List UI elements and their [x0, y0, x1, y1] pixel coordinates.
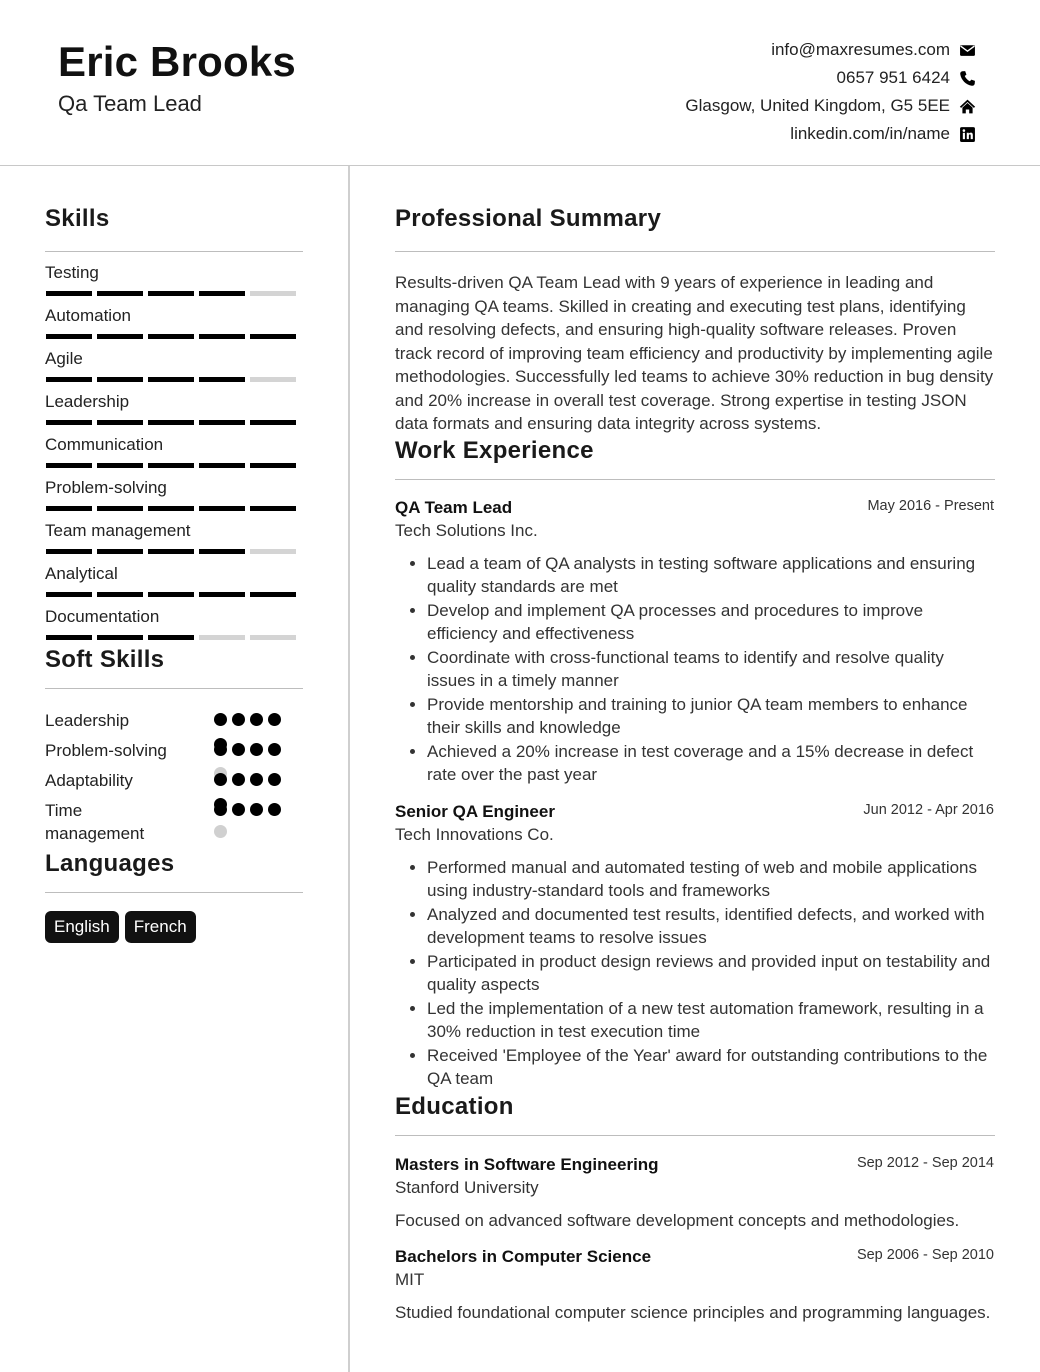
contact-phone[interactable] [685, 64, 976, 92]
languages-list [45, 911, 303, 943]
contact-list [685, 36, 976, 148]
languages-title: Languages [45, 850, 175, 877]
soft-skill-name: Leadership [45, 711, 130, 730]
education-description: Focused on advanced software development concepts and methodologies. [395, 1210, 960, 1230]
rating-dot [232, 713, 245, 726]
contact-address-text: Glasgow, United Kingdom, G5 5EE [685, 96, 950, 115]
experience-rule [395, 479, 995, 480]
job-bullet: • Lead a team of QA analysts in testing software applications and ensuring quality standards are met [427, 552, 995, 599]
soft-skill-item [45, 736, 303, 766]
education-rule [395, 1135, 995, 1136]
skill-name: Team management [45, 521, 191, 540]
contact-linkedin-text: linkedin.com/in/name [790, 124, 950, 143]
education-dates: Sep 2006 - Sep 2010 [856, 1247, 994, 1263]
soft-skill-name: Problem-solving [45, 741, 167, 760]
skill-item [45, 467, 303, 510]
experience-title: Work Experience [395, 436, 594, 464]
rating-dot [250, 773, 263, 786]
skill-level-meter [46, 635, 296, 640]
job-bullet: • Coordinate with cross-functional teams to identify and resolve quality issues in a timely manner [427, 646, 995, 693]
rating-dot-empty [214, 825, 227, 838]
education-dates: Sep 2012 - Sep 2014 [856, 1154, 994, 1171]
job-bullet: • Led the implementation of a new test automation framework, resulting in a 30% reduction in test execution time [427, 997, 995, 1044]
rating-dot [268, 713, 281, 726]
soft-skills-rule [45, 688, 303, 689]
job-title: QA Team Lead [395, 497, 513, 517]
education-description: Studied foundational computer science principles and programming languages. [395, 1303, 991, 1322]
soft-skill-item [45, 766, 303, 796]
soft-skill-name: Time management [45, 801, 145, 843]
job-bullet: • Performed manual and automated testing of web and mobile applications using industry-standard tools and frameworks [427, 856, 995, 903]
education-degree: Bachelors in Computer Science [395, 1247, 652, 1266]
soft-skill-rating [214, 773, 286, 787]
skill-bar-filled [46, 635, 92, 640]
education-entry [395, 1155, 995, 1233]
resume-header [0, 0, 1040, 166]
skill-name: Leadership [45, 392, 130, 411]
job-bullet: • Provide mentorship and training to junior QA team members to enhance their skills and knowledge [427, 693, 995, 740]
education-degree: Masters in Software Engineering [395, 1154, 659, 1174]
skill-item [45, 295, 303, 338]
skill-name: Agile [45, 349, 83, 368]
job-dates: May 2016 - Present [867, 497, 994, 514]
skill-item [45, 553, 303, 596]
summary-title: Professional Summary [395, 205, 662, 232]
soft-skill-item [45, 796, 303, 852]
soft-skills-title: Soft Skills [45, 646, 165, 673]
rating-dot [268, 743, 281, 756]
skills-title: Skills [45, 205, 110, 232]
languages-rule [45, 892, 303, 893]
rating-dot [268, 773, 281, 786]
rating-dot [214, 713, 227, 726]
job-bullet: • Received 'Employee of the Year' award for outstanding contributions to the QA team [427, 1044, 995, 1091]
skill-name: Analytical [45, 564, 118, 583]
job-bullet: • Participated in product design reviews and provided input on testability and quality aspects [427, 950, 995, 997]
soft-skill-rating [214, 803, 286, 843]
skill-bar-filled [148, 635, 194, 640]
skills-list [45, 252, 303, 639]
soft-skill-item [45, 706, 303, 736]
skill-item [45, 424, 303, 467]
job-bullets [395, 552, 995, 787]
skill-name: Testing [45, 263, 99, 282]
contact-phone-text: 0657 951 6424 [836, 68, 950, 87]
education-entry [395, 1247, 995, 1325]
skill-bar-empty [199, 635, 245, 640]
skill-bar-filled [97, 635, 143, 640]
job-bullets [395, 856, 995, 1091]
education-school: Stanford University [395, 1177, 539, 1197]
rating-dot [214, 803, 227, 816]
rating-dot [232, 803, 245, 816]
rating-dot [214, 773, 227, 786]
soft-skill-rating [214, 713, 286, 727]
skill-item [45, 510, 303, 553]
job-bullet: • Achieved a 20% increase in test coverage and a 15% decrease in defect rate over the past year [427, 740, 995, 787]
envelope-icon [958, 41, 976, 59]
summary-text: Results-driven QA Team Lead with 9 years of experience in leading and managing QA teams. Skilled in creating and executing test plans, identifying and resolving defects, and ensuring high-quality software releases. Proven track record of improving team efficiency and productivity by implementing agile methodologies. Successfully led teams to achieve 30% reduction in bug density and 20% increase in overall test coverage. Strong expertise in testing JSON data formats and ensuring data integrity across systems. [395, 273, 994, 433]
contact-linkedin[interactable] [685, 120, 976, 148]
job-company: Tech Solutions Inc. [395, 520, 538, 540]
column-divider [348, 166, 350, 1372]
skill-name: Documentation [45, 607, 160, 626]
job-dates: Jun 2012 - Apr 2016 [863, 801, 994, 818]
rating-dot [268, 803, 281, 816]
job-entry [395, 498, 995, 787]
job-entry [395, 802, 995, 1091]
skill-item [45, 381, 303, 424]
phone-icon [958, 69, 976, 87]
contact-email[interactable] [685, 36, 976, 64]
job-title: Senior QA Engineer [395, 801, 555, 821]
skill-name: Communication [45, 435, 164, 454]
skill-item [45, 252, 303, 295]
skill-name: Automation [45, 306, 131, 325]
rating-dot [214, 743, 227, 756]
candidate-role: Qa Team Lead [58, 91, 202, 116]
language-chip: English [45, 911, 119, 943]
education-school: MIT [395, 1270, 425, 1289]
contact-address [685, 92, 976, 120]
skill-item [45, 338, 303, 381]
language-chip: French [125, 911, 196, 943]
skill-name: Problem-solving [45, 478, 167, 497]
rating-dot [232, 773, 245, 786]
home-icon [958, 97, 976, 115]
main-column [395, 205, 995, 1325]
summary-rule [395, 251, 995, 252]
job-bullet: • Analyzed and documented test results, identified defects, and worked with development teams to resolve issues [427, 903, 995, 950]
soft-skill-name: Adaptability [45, 771, 133, 790]
job-bullet: • Develop and implement QA processes and procedures to improve efficiency and effectiveness [427, 599, 995, 646]
skill-bar-empty [250, 635, 296, 640]
candidate-name: Eric Brooks [58, 38, 296, 85]
education-title: Education [395, 1092, 514, 1120]
rating-dot [250, 743, 263, 756]
rating-dot [232, 743, 245, 756]
soft-skill-rating [214, 743, 286, 757]
rating-dot [250, 803, 263, 816]
soft-skills-list [45, 706, 303, 852]
skill-item [45, 596, 303, 639]
contact-email-text: info@maxresumes.com [771, 40, 950, 59]
linkedin-icon [958, 125, 976, 143]
sidebar [45, 205, 303, 943]
job-company: Tech Innovations Co. [395, 824, 554, 844]
rating-dot [250, 713, 263, 726]
